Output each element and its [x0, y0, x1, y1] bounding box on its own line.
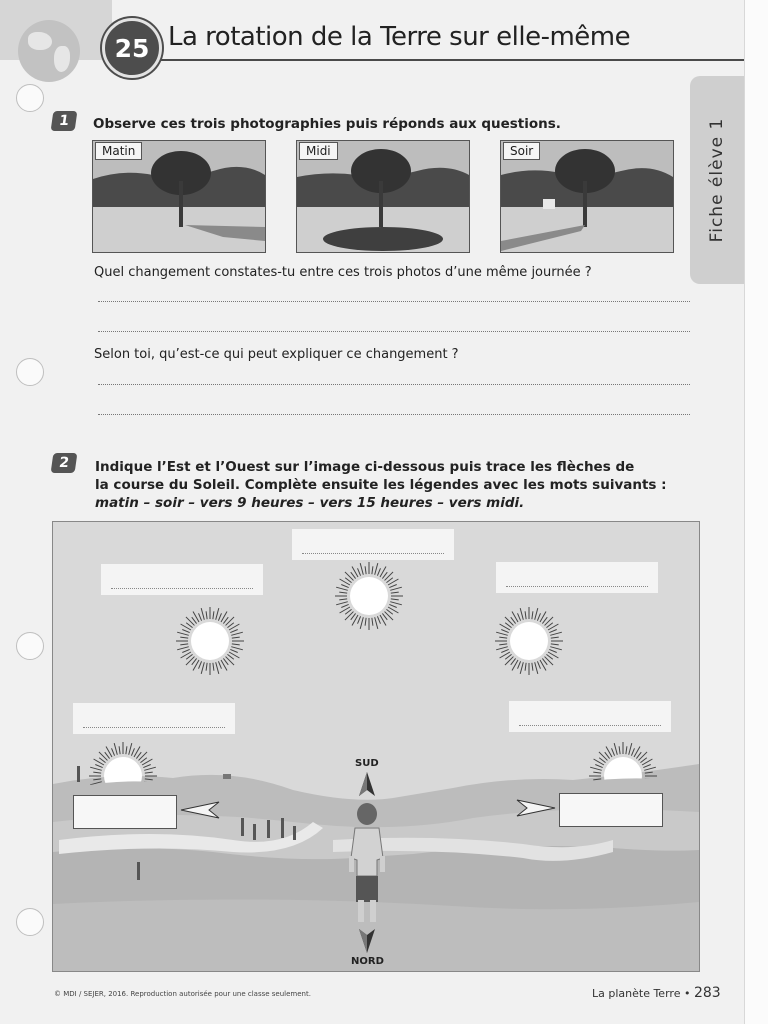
photo-evening: [500, 140, 674, 253]
sun-label-box[interactable]: [292, 529, 454, 560]
answer-line[interactable]: [98, 331, 690, 332]
sun-icon: [333, 560, 405, 632]
photo-label: Matin: [95, 142, 142, 160]
child-figure: [343, 800, 391, 928]
answer-line[interactable]: [98, 384, 690, 385]
sun-label-box[interactable]: [509, 701, 671, 732]
direction-answer-box-right[interactable]: [559, 793, 663, 827]
exercise-number-badge: 1: [51, 111, 78, 131]
sun-label-box[interactable]: [496, 562, 658, 593]
compass-north-arrow-icon: [358, 928, 376, 954]
compass-south-label: SUD: [355, 758, 379, 769]
lesson-number-badge: 25: [102, 18, 162, 78]
page-number: 283: [693, 985, 721, 1001]
side-tab-label: Fiche élève 1: [707, 117, 727, 243]
horizon-mask: [83, 776, 173, 796]
photo-label: Midi: [299, 142, 338, 160]
compass-north-label: NORD: [351, 956, 384, 967]
arrow-right-icon: [515, 798, 557, 818]
sun-path-scene: [52, 521, 700, 972]
globe-icon: [18, 20, 80, 82]
binder-hole: [16, 358, 44, 386]
header-rule: [112, 59, 744, 61]
answer-line[interactable]: [98, 301, 690, 302]
side-tab: [690, 76, 744, 284]
compass-south-arrow-icon: [358, 771, 376, 797]
question-1: Quel changement constates-tu entre ces trois photos d’une même journée ?: [94, 265, 592, 280]
page-footer: [592, 985, 721, 1001]
photo-label: Soir: [503, 142, 540, 160]
photo-noon: [296, 140, 470, 253]
exercise-2-instruction-line-1: Indique l’Est et l’Ouest sur l’image ci-dessous puis trace les flèches de: [95, 459, 635, 475]
direction-answer-box-left[interactable]: [73, 795, 177, 829]
sun-icon: [493, 605, 565, 677]
sun-label-box[interactable]: [73, 703, 235, 734]
exercise-2-word-list: matin – soir – vers 9 heures – vers 15 heures – vers midi.: [95, 495, 525, 511]
photo-morning: [92, 140, 266, 253]
paper-edge: [744, 0, 768, 1024]
answer-line[interactable]: [98, 414, 690, 415]
binder-hole: [16, 908, 44, 936]
question-2: Selon toi, qu’est-ce qui peut expliquer ce changement ?: [94, 347, 459, 362]
exercise-2-instruction-line-2: la course du Soleil. Complète ensuite les légendes avec les mots suivants :: [95, 477, 667, 493]
exercise-1-instruction: Observe ces trois photographies puis réponds aux questions.: [93, 116, 561, 132]
copyright-notice: © MDI / SEJER, 2016. Reproduction autorisée pour une classe seulement.: [54, 990, 311, 998]
sun-icon: [174, 605, 246, 677]
horizon-mask: [583, 774, 673, 794]
arrow-left-icon: [179, 800, 221, 820]
sun-label-box[interactable]: [101, 564, 263, 595]
section-name: La planète Terre: [592, 987, 681, 1000]
page-title: La rotation de la Terre sur elle-même: [168, 22, 631, 52]
exercise-number-badge: 2: [51, 453, 78, 473]
binder-hole: [16, 632, 44, 660]
binder-hole: [16, 84, 44, 112]
footer-bullet: •: [683, 987, 691, 1000]
